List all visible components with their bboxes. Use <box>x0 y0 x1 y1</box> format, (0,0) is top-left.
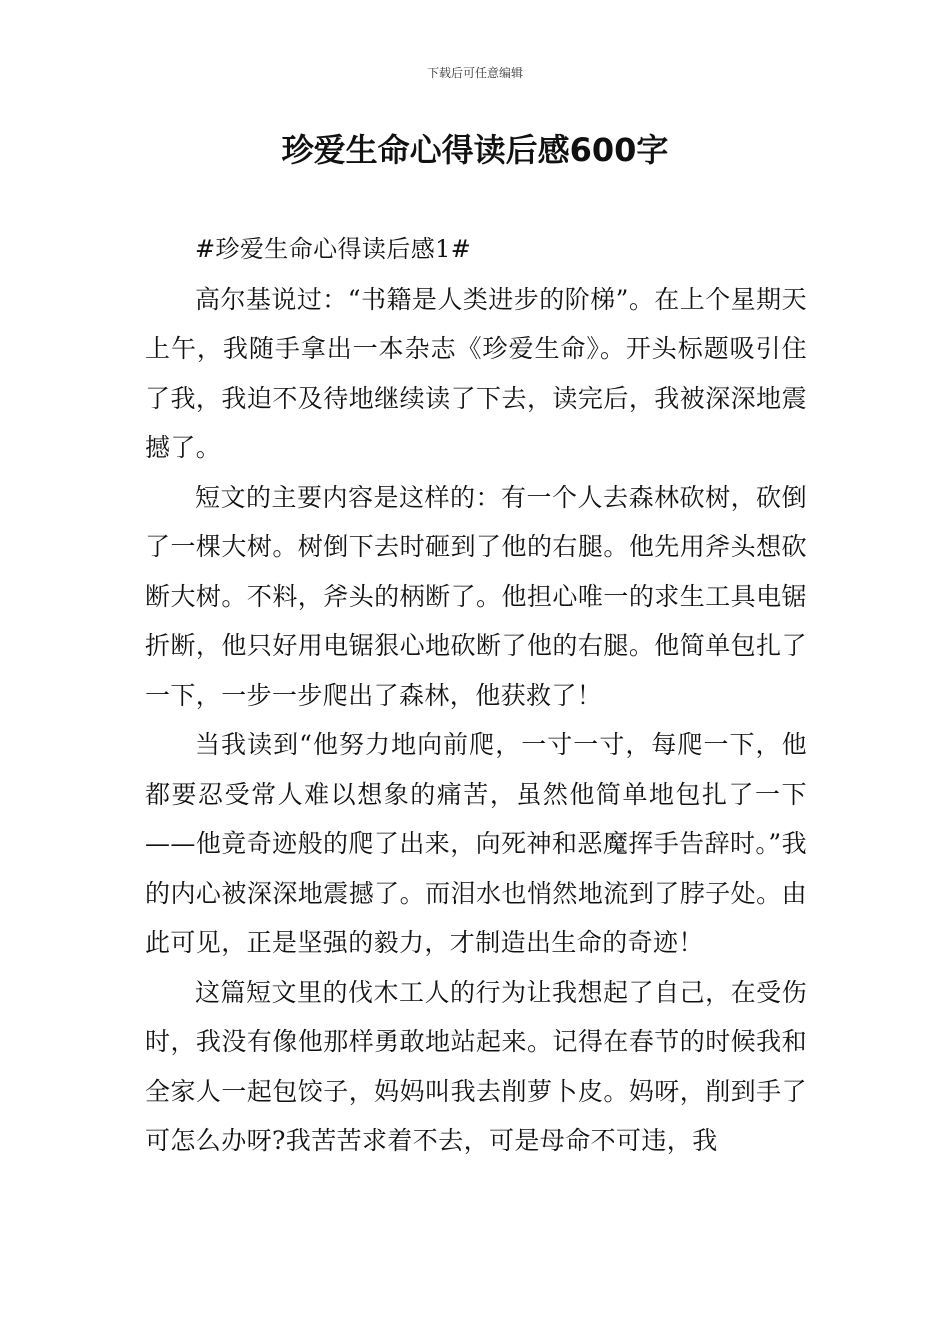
section-heading: #珍爱生命心得读后感1# <box>195 235 472 263</box>
paragraph: 当我读到“他努力地向前爬，一寸一寸，每爬一下，他都要忍受常人难以想象的痛苦，虽然他简单地包扎了一下——他竟奇迹般的爬了出来，向死神和恶魔挥手告辞时。”我的内心被深深地震撼了。而泪水也悄然地流到了脖子处。由此可见，正是坚强的毅力，才制造出生命的奇迹！ <box>145 730 807 957</box>
document-title: 珍爱生命心得读后感600字 <box>281 131 669 169</box>
paragraph: 这篇短文里的伐木工人的行为让我想起了自己，在受伤时，我没有像他那样勇敢地站起来。记得在春节的时候我和全家人一起包饺子，妈妈叫我去削萝卜皮。妈呀，削到手了可怎么办呀?我苦苦求着不去，可是母命不可违，我 <box>145 977 807 1155</box>
document-body <box>145 225 807 1166</box>
paragraph: 高尔基说过：“书籍是人类进步的阶梯”。在上个星期天上午，我随手拿出一本杂志《珍爱生命》。开头标题吸引住了我，我迫不及待地继续读了下去，读完后，我被深深地震撼了。 <box>145 284 807 462</box>
header-note: 下载后可任意编辑 <box>426 66 523 80</box>
paragraph: 短文的主要内容是这样的：有一个人去森林砍树，砍倒了一棵大树。树倒下去时砸到了他的右腿。他先用斧头想砍断大树。不料，斧头的柄断了。他担心唯一的求生工具电锯折断，他只好用电锯狠心地砍断了他的右腿。他简单包扎了一下，一步一步爬出了森林，他获救了！ <box>145 482 807 710</box>
